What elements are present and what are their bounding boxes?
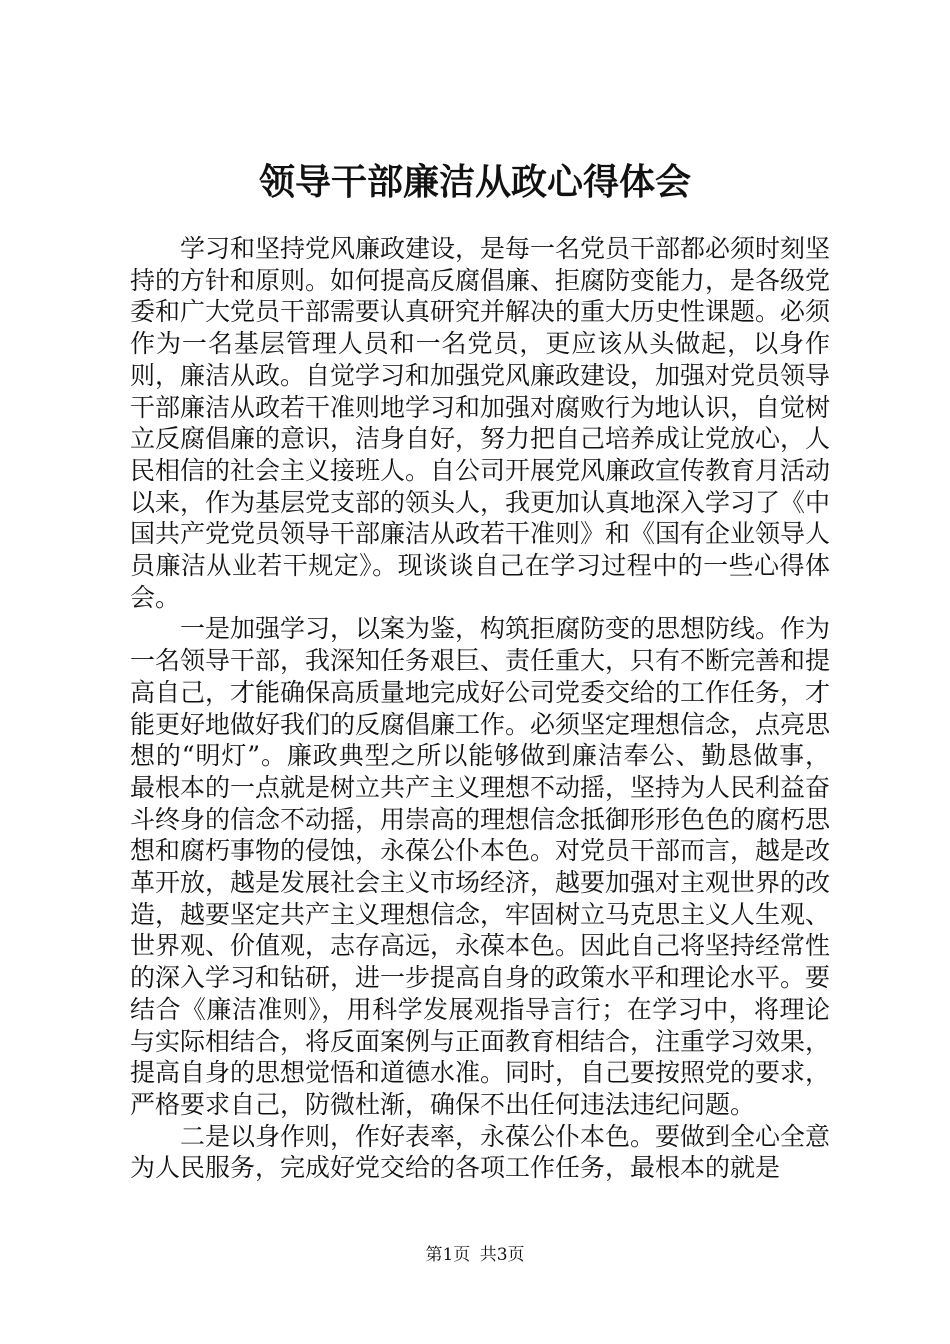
document-title: 领导干部廉洁从政心得体会 — [258, 161, 691, 203]
page-number: 第1页 — [425, 1245, 471, 1265]
paragraph-point-two: 二是以身作则，作好表率，永葆公仆本色。要做到全心全意为人民服务，完成好党交给的各项工作任务，最根本的就是 — [130, 1121, 831, 1183]
paragraph-point-one: 一是加强学习，以案为鉴，构筑拒腐防变的思想防线。作为一名领导干部，我深知任务艰巨、责任重大，只有不断完善和提高自己，才能确保高质量地完成好公司党委交给的工作任务，才能更好地做好我们的反腐倡廉工作。必须坚定理想信念，点亮思想的“明灯”。廉政典型之所以能够做到廉洁奉公、勤恳做事，最根本的一点就是树立共产主义理想不动摇，坚持为人民利益奋斗终身的信念不动摇，用崇高的理想信念抵御形形色色的腐朽思想和腐朽事物的侵蚀，永葆公仆本色。对党员干部而言，越是改革开放，越是发展社会主义市场经济，越要加强对主观世界的改造，越要坚定共产主义理想信念，牢固树立马克思主义人生观、世界观、价值观，志存高远，永葆本色。因此自己将坚持经常性的深入学习和钻研，进一步提高自身的政策水平和理论水平。要结合《廉洁准则》，用科学发展观指导言行；在学习中，将理论与实际相结合，将反面案例与正面教育相结合，注重学习效果，提高自身的思想觉悟和道德水准。同时，自己要按照党的要求，严格要求自己，防微杜渐，确保不出任何违法违纪问题。 — [130, 614, 831, 1119]
total-pages: 共3页 — [479, 1245, 525, 1265]
paragraph-intro: 学习和坚持党风廉政建设，是每一名党员干部都必须时刻坚持的方针和原则。如何提高反腐倡廉、拒腐防变能力，是各级党委和广大党员干部需要认真研究并解决的重大历史性课题。必须作为一名基层管理人员和一名党员，更应该从头做起，以身作则，廉洁从政。自觉学习和加强党风廉政建设，加强对党员领导干部廉洁从政若干准则地学习和加强对腐败行为地认识，自觉树立反腐倡廉的意识，洁身自好，努力把自己培养成让党放心，人民相信的社会主义接班人。自公司开展党风廉政宣传教育月活动以来，作为基层党支部的领头人，我更加认真地深入学习了《中国共产党党员领导干部廉洁从政若干准则》和《国有企业领导人员廉洁从业若干规定》。现谈谈自己在学习过程中的一些心得体会。 — [130, 234, 831, 612]
page-footer — [0, 1244, 950, 1266]
document-body — [130, 233, 830, 1184]
